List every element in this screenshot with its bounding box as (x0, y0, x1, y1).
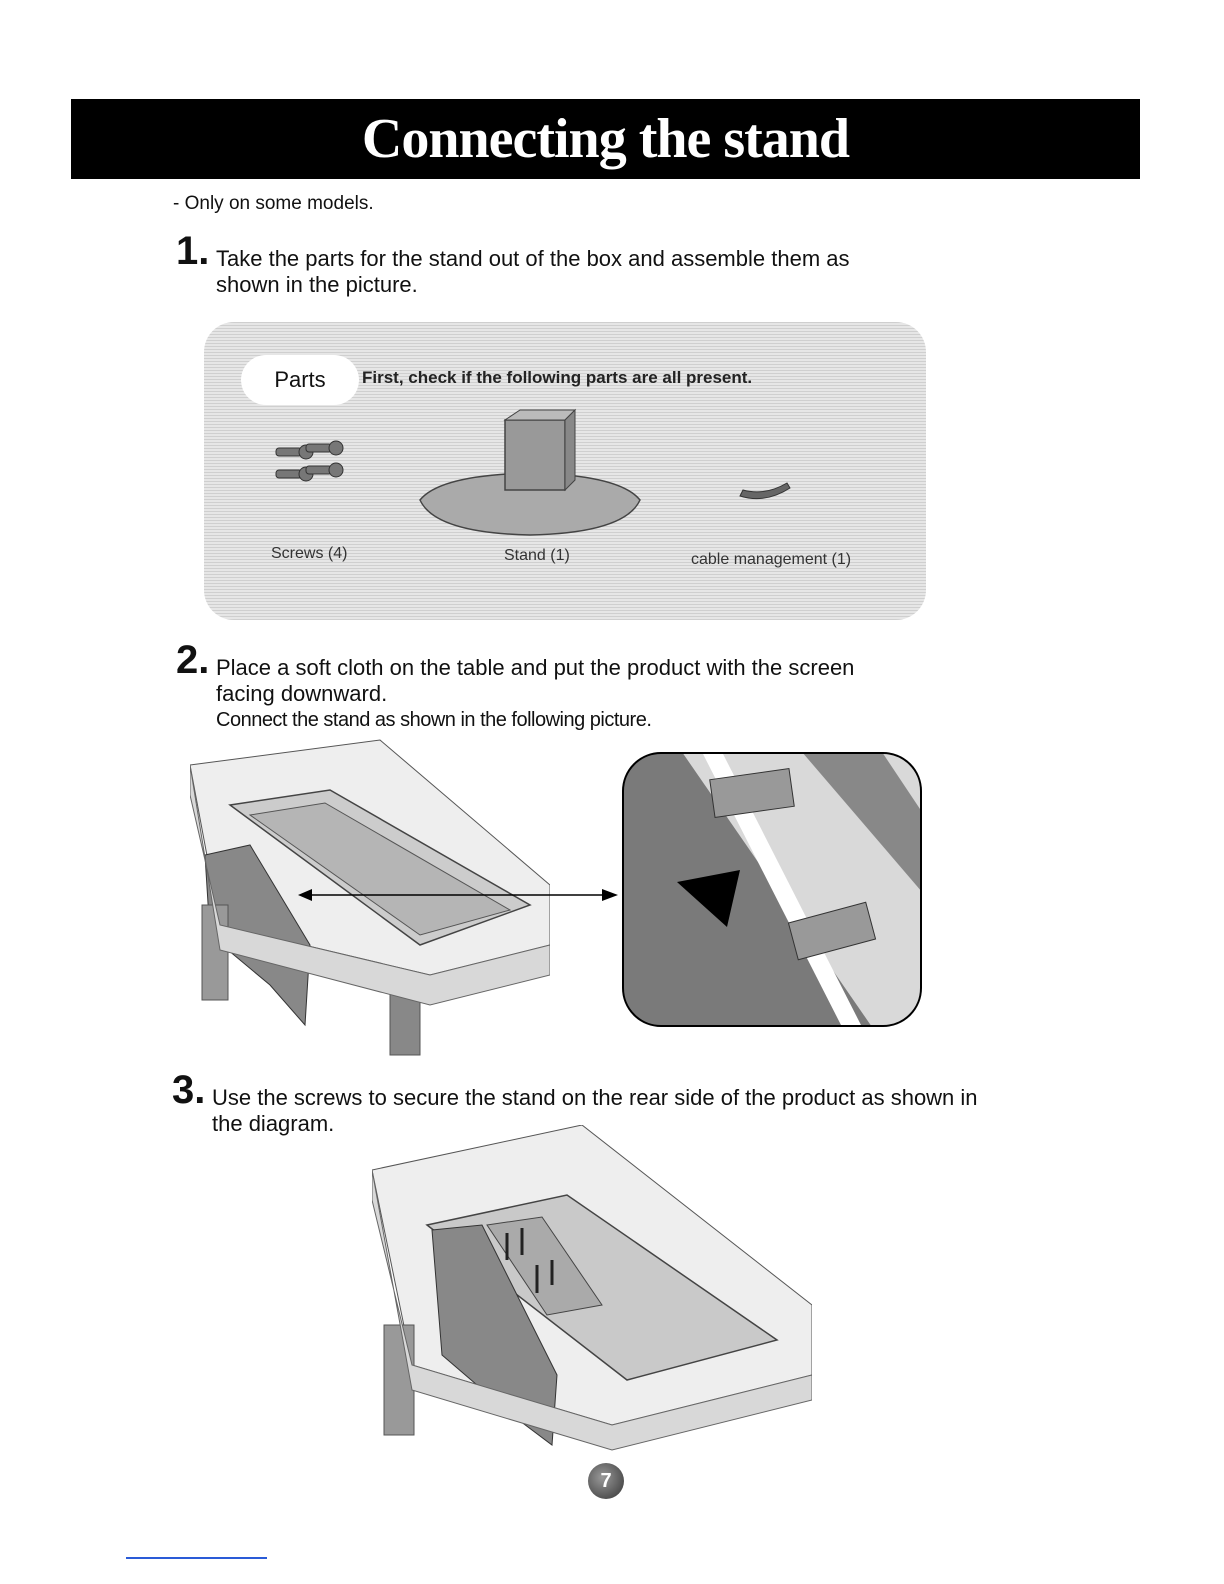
screws-illustration (268, 438, 348, 488)
parts-label-stand: Stand (1) (504, 547, 570, 564)
parts-label-cable: cable management (1) (691, 551, 852, 568)
step-1 (176, 229, 896, 298)
page-number: 7 (588, 1463, 624, 1499)
step-2 (176, 638, 876, 733)
step-2-subtext: Connect the stand as shown in the following picture. (216, 709, 652, 731)
screwing-stand-illustration (372, 1125, 812, 1455)
parts-heading: First, check if the following parts are all present. (362, 368, 753, 387)
parts-tag: Parts (241, 355, 359, 405)
step-2-number: 2. (176, 638, 210, 682)
cable-management-illustration (735, 478, 795, 508)
step-2-text: Place a soft cloth on the table and put the product with the screen facing downward. (216, 655, 855, 706)
step-1-text: Take the parts for the stand out of the box and assemble them as shown in the picture. (216, 246, 850, 297)
stand-illustration (410, 405, 650, 540)
step-1-number: 1. (176, 229, 210, 273)
step-3-number: 3. (172, 1068, 206, 1112)
parts-label-screws: Screws (4) (271, 545, 348, 562)
model-note: - Only on some models. (173, 193, 374, 214)
detail-zoom-illustration (622, 752, 922, 1027)
footer-divider (126, 1557, 267, 1559)
step-3-text: Use the screws to secure the stand on the rear side of the product as shown in the diagram. (212, 1085, 978, 1136)
pointer-arrow (298, 880, 618, 910)
page-title: Connecting the stand (71, 99, 1140, 179)
